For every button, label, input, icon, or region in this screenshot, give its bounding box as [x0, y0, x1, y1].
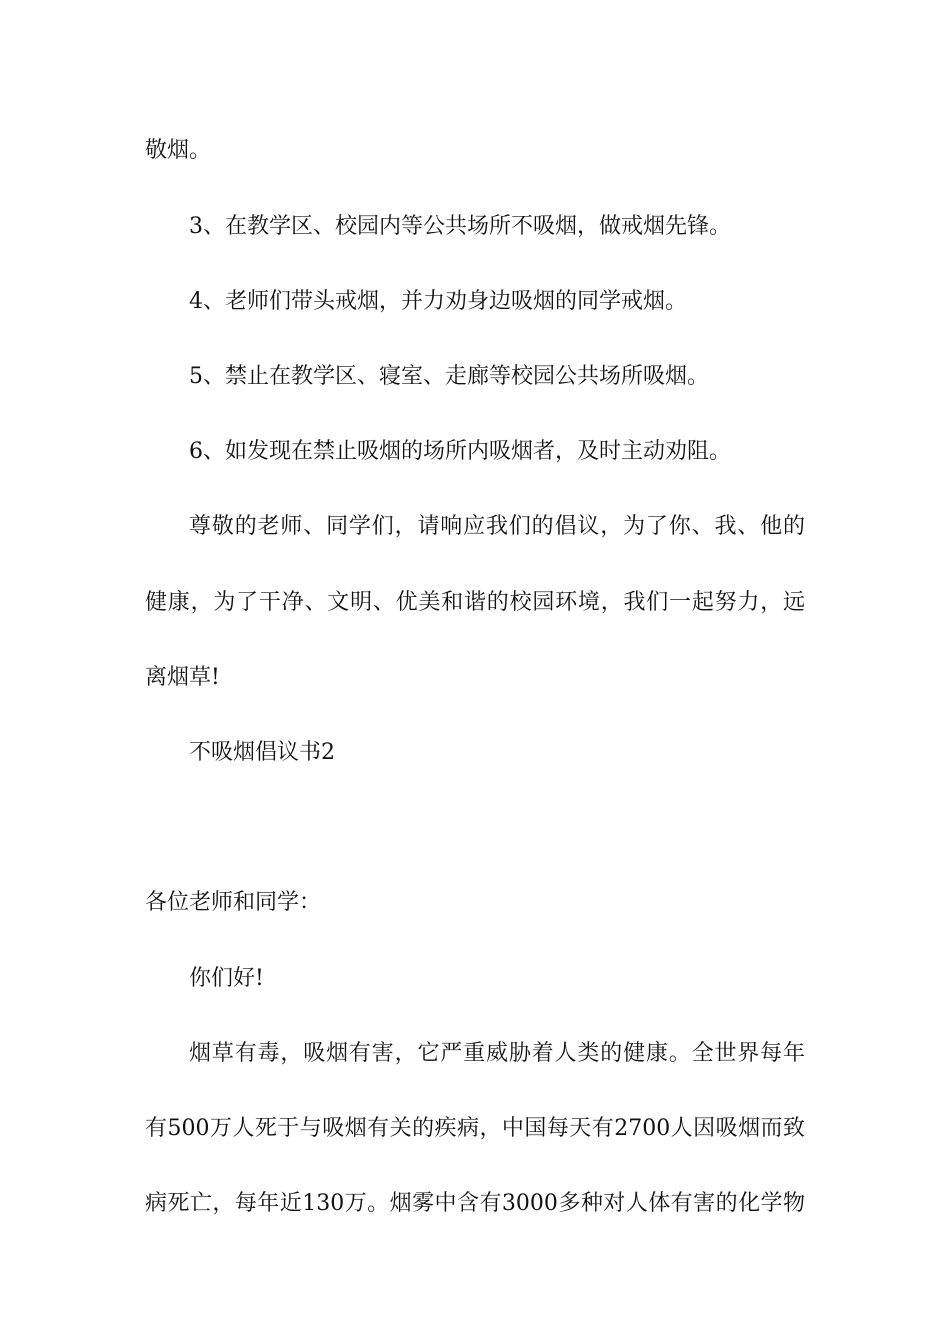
paragraph-line: 烟草有毒，吸烟有害，它严重威胁着人类的健康。全世界每年 [189, 1041, 805, 1066]
paragraph-line: 有500万人死于与吸烟有关的疾病，中国每天有2700人因吸烟而致 [145, 1116, 805, 1141]
list-item-3: 3、在教学区、校园内等公共场所不吸烟，做戒烟先锋。 [189, 214, 731, 239]
salutation: 各位老师和同学： [145, 890, 322, 915]
section-heading: 不吸烟倡议书2 [189, 740, 335, 765]
paragraph-line: 敬烟。 [145, 138, 212, 163]
list-item-6: 6、如发现在禁止吸烟的场所内吸烟者，及时主动劝阻。 [189, 439, 731, 464]
greeting: 你们好! [189, 966, 264, 991]
paragraph-line: 健康，为了干净、文明、优美和谐的校园环境，我们一起努力，远 [145, 590, 805, 615]
paragraph-line: 病死亡，每年近130万。烟雾中含有3000多种对人体有害的化学物 [145, 1191, 805, 1216]
list-item-5: 5、禁止在教学区、寝室、走廊等校园公共场所吸烟。 [189, 364, 709, 389]
paragraph-line: 离烟草! [145, 665, 220, 690]
paragraph-line: 尊敬的老师、同学们，请响应我们的倡议，为了你、我、他的 [189, 514, 805, 539]
list-item-4: 4、老师们带头戒烟，并力劝身边吸烟的同学戒烟。 [189, 289, 687, 314]
